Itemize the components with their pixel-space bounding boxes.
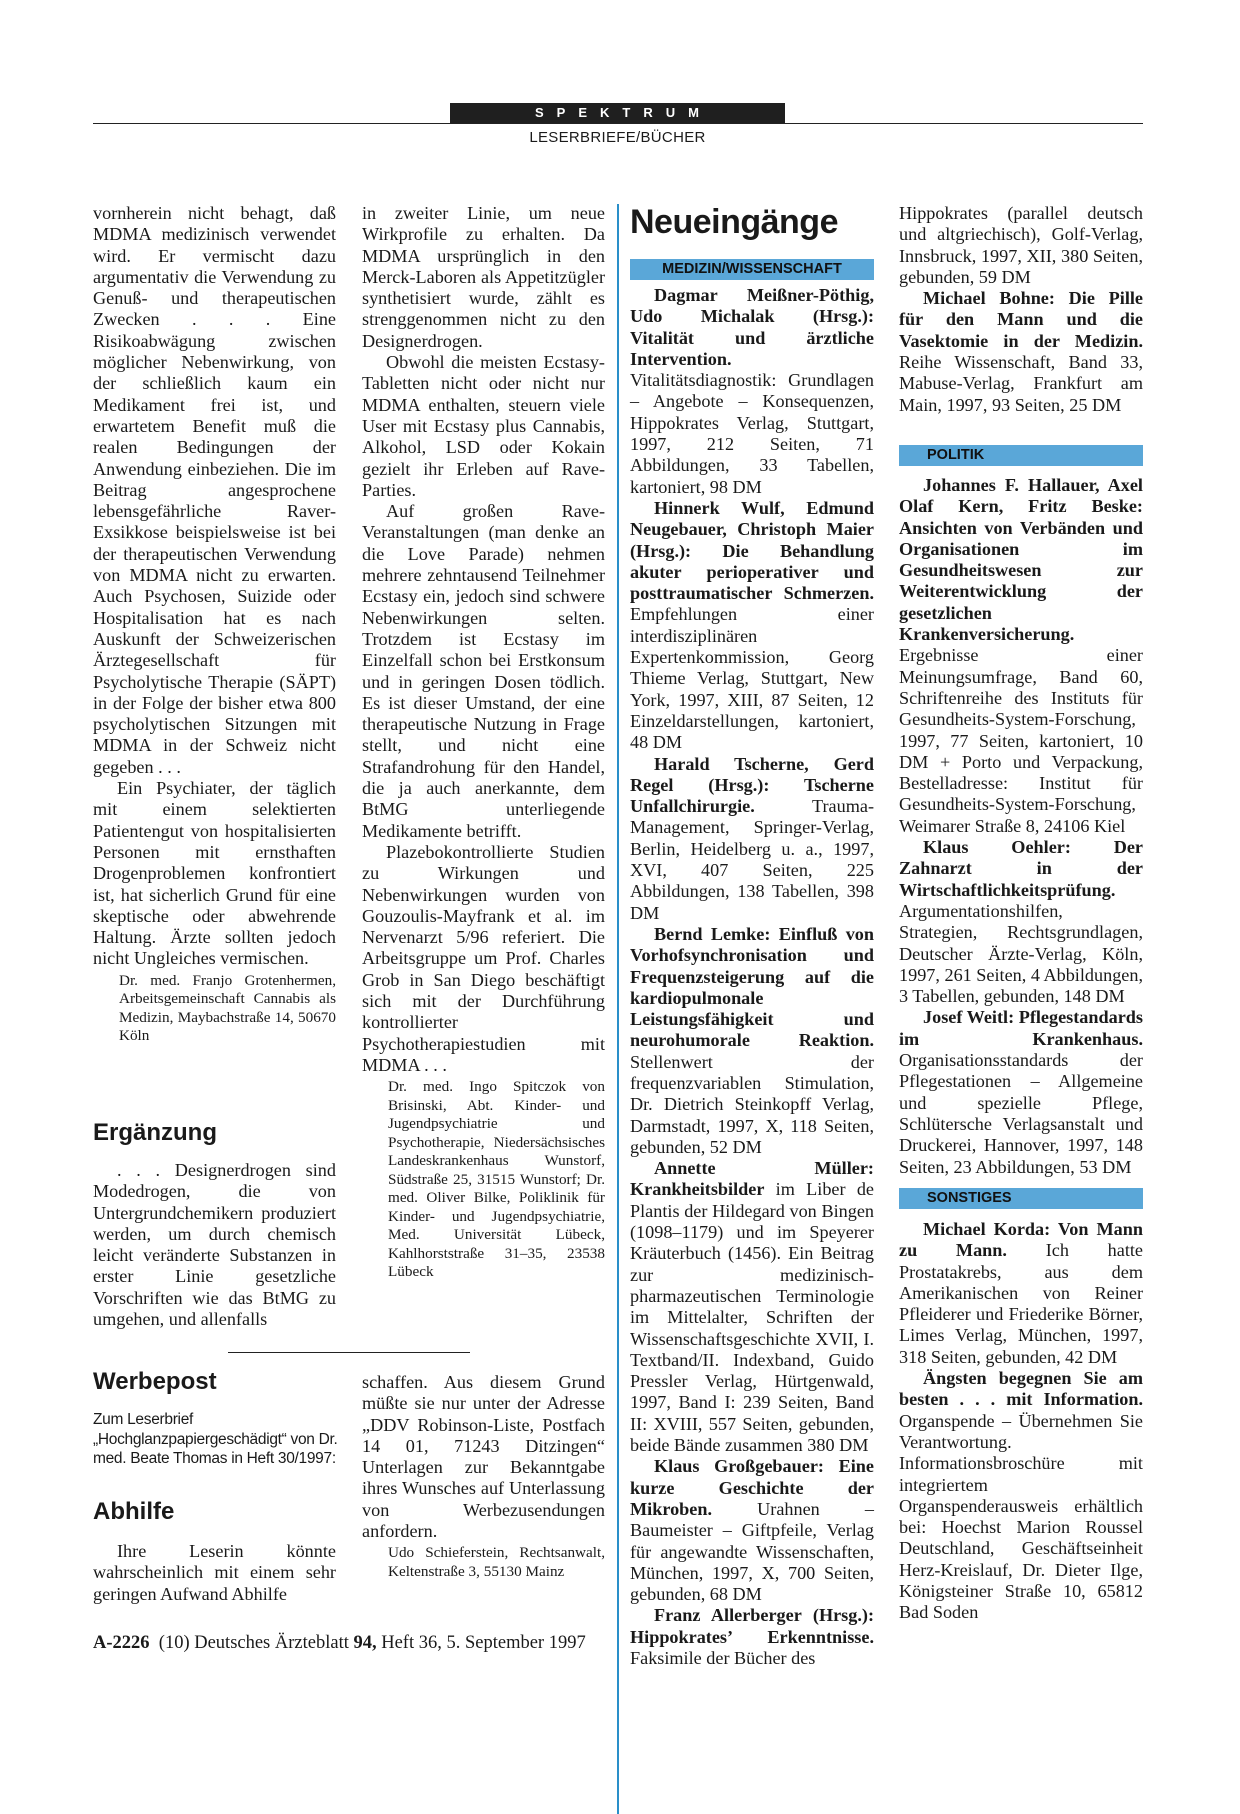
book-title: Bernd Lemke: Einfluß von Vorhofsynchronisation und Frequenzsteigerung auf die kardiopulmonale Leistungsfähigkeit und neurohumorale Reaktion. [630, 923, 874, 1051]
book-details: Ergebnisse einer Meinungsumfrage, Band 60, Schriftenreihe des Instituts für Gesundheits-System-Forschung, 1997, 77 Seiten, kartoniert, 10 DM + Porto und Verpackung, Bestelladresse: Institut für Gesundheits-System-Forschung, Weimarer Straße 8, 24106 Kiel [899, 645, 1143, 836]
book-entry [899, 1368, 1143, 1624]
book-entry [899, 288, 1143, 416]
book-details: Ich hatte Prostatakrebs, aus dem Amerikanischen von Reiner Pfleiderer und Friederike Börner, Limes Verlag, München, 1997, 318 Seiten, gebunden, 42 DM [899, 1240, 1143, 1367]
letter-column-1 [93, 203, 336, 1046]
book-list-medizin-cont [899, 203, 1143, 416]
column-divider [617, 204, 619, 1814]
book-title: Franz Allerberger (Hrsg.): Hippokrates’ Erkenntnisse. [630, 1605, 874, 1647]
book-list-politik [899, 475, 1143, 1178]
book-entry [630, 1605, 874, 1669]
letter-paragraph: Plazebokontrollierte Studien zu Wirkungen und Nebenwirkungen wurden von Gouzoulis-Mayfrank et al. im Nervenarzt 5/96 referiert. Die Arbeitsgruppe um Prof. Charles Grob in San Diego beschäftigt sich mit der Durchführung kontrollierter Psychotherapiestudien mit MDMA . . . [362, 841, 605, 1075]
footer-issue: Heft 36, 5. September 1997 [376, 1633, 586, 1653]
book-title: Harald Tscherne, Gerd Regel (Hrsg.): Tscherne Unfallchirurgie. [630, 753, 874, 817]
book-list-medizin [630, 285, 874, 1669]
book-details: Empfehlungen einer interdisziplinären Expertenkommission, Georg Thieme Verlag, Stuttgart, New York, 1997, XIII, 87 Seiten, 12 Einzeldarstellungen, kartoniert, 48 DM [630, 604, 874, 753]
book-title: Annette Müller: Krankheitsbilder [630, 1158, 874, 1200]
section-subheader: LESERBRIEFE/BÜCHER [529, 129, 706, 146]
footer-journal: (10) Deutsches Ärzteblatt [158, 1633, 354, 1653]
letter-paragraph: in zweiter Linie, um neue Wirkprofile zu erhalten. Da MDMA ursprünglich in den Merck-Laboren als Appetitzügler synthetisiert wurde, zählt es strenggenommen nicht zu den Designerdrogen. [362, 203, 605, 351]
book-entry [630, 1158, 874, 1456]
letter-paragraph: . . . Designerdrogen sind Modedrogen, die von Untergrundchemikern produziert werden, um durch chemisch leicht veränderte Substanzen in erster Linie gesetzliche Vorschriften wie das BtMG zu umgehen, und allenfalls [93, 1160, 336, 1330]
book-title: Hinnerk Wulf, Edmund Neugebauer, Christoph Maier (Hrsg.): Die Behandlung akuter perioperativer und posttraumatischer Schmerzen. [630, 497, 874, 604]
book-list-sonstiges [899, 1219, 1143, 1624]
letter-ergaenzung [93, 1160, 336, 1330]
book-details: Urahnen – Baumeister – Giftpfeile, Verlag für angewandte Wissenschaften, München, 1997, X, 700 Seiten, gebunden, 68 DM [630, 1498, 874, 1605]
letter-paragraph: Ein Psychiater, der täglich mit einem selektierten Patientengut von hospitalisierten Personen mit ernsthaften Drogenproblemen konfrontiert ist, hat sicherlich Grund für eine skeptische oder abwehrende Haltung. Ärzte sollten jedoch nicht Ungleiches vermischen. [93, 778, 336, 969]
book-title: Michael Bohne: Die Pille für den Mann und die Vasektomie in der Medizin. [899, 288, 1143, 351]
letter-paragraph: Obwohl die meisten Ecstasy-Tabletten nicht oder nicht nur MDMA enthalten, steuern viele User mit Ecstasy plus Cannabis, Alkohol, LSD oder Kokain gezielt ihr Erleben auf Rave-Parties. [362, 352, 605, 500]
book-entry-continued: Hippokrates (parallel deutsch und altgriechisch), Golf-Verlag, Innsbruck, 1997, XII, 380 Seiten, gebunden, 59 DM [899, 203, 1143, 287]
book-entry [630, 285, 874, 498]
divider-rule [228, 1352, 470, 1353]
footer-volume: 94, [353, 1633, 377, 1653]
page-number: A-2226 [93, 1633, 150, 1653]
book-title: Ängsten begegnen Sie am besten . . . mit Information. [899, 1368, 1143, 1410]
book-entry [630, 498, 874, 754]
letter-paragraph: Auf großen Rave-Veranstaltungen (man denke an die Love Parade) nehmen mehrere zehntausend Teilnehmer Ecstasy ein, jedoch sind schwere Nebenwirkungen selten. Trotzdem ist Ecstasy im Einzelfall schon bei Erstkonsum und in geringen Dosen tödlich. Es ist dieser Umstand, der eine therapeutische Nutzung in Frage stellt, und nicht eine Strafandrohung für den Handel, die ja auch anerkannte, dem BtMG unterliegende Medikamente betrifft. [362, 501, 605, 841]
letter-signature: Dr. med. Franjo Grotenhermen, Arbeitsgemeinschaft Cannabis als Medizin, Maybachstraße 14, 50670 Köln [119, 971, 336, 1045]
book-title: Josef Weitl: Pflegestandards im Krankenhaus. [899, 1007, 1143, 1049]
book-entry [899, 1007, 1143, 1177]
category-label-sonstiges: SONSTIGES [899, 1188, 1143, 1209]
book-entry [899, 1219, 1143, 1368]
book-details: Organisationsstandards der Pflegestationen – Allgemeine und spezielle Pflege, Schlütersche Verlagsanstalt und Druckerei, Hannover, 1997, 148 Seiten, 23 Abbildungen, 53 DM [899, 1050, 1143, 1177]
book-details: Faksimile der Bücher des [630, 1648, 816, 1668]
letter-column-2 [362, 203, 605, 1282]
book-entry [630, 924, 874, 1158]
letter-signature: Dr. med. Ingo Spitczok von Brisinski, Abt. Kinder- und Jugendpsychiatrie und Psychotherapie, Niedersächsisches Landeskrankenhaus Wunstorf, Südstraße 25, 31515 Wunstorf; Dr. med. Oliver Bilke, Poliklinik für Kinder- und Jugendpsychiatrie, Med. Universität Lübeck, Kahlhorststraße 31–35, 23538 Lübeck [388, 1078, 605, 1281]
heading-abhilfe: Abhilfe [93, 1498, 175, 1525]
book-details: Stellenwert der frequenzvariablen Stimulation, Dr. Dietrich Steinkopff Verlag, Darmstadt, 1997, X, 118 Seiten, gebunden, 52 DM [630, 1051, 874, 1157]
letter-paragraph: schaffen. Aus diesem Grund müßte sie nur unter der Adresse „DDV Robinson-Liste, Postfach 14 01, 71243 Ditzingen“ Unterlagen zur Bekanntgabe ihres Wunsches auf Unterlassung von Werbezusendungen anfordern. [362, 1372, 605, 1542]
letter-paragraph: Ihre Leserin könnte wahrscheinlich mit einem sehr geringen Aufwand Abhilfe [93, 1541, 336, 1604]
book-title: Klaus Großgebauer: Eine kurze Geschichte der Mikroben. [630, 1456, 874, 1519]
book-entry [899, 837, 1143, 1007]
header-rule [93, 123, 1143, 124]
book-details: im Liber de Plantis der Hildegard von Bingen (1098–1179) und im Speyerer Kräuterbuch (1456). Ein Beitrag zur medizinisch-pharmazeutischen Terminologie im Mittelalter, Schriften der Wissenschaftsgeschichte XVII, I. Textband/II. Indexband, Guido Pressler Verlag, Hürtgenwald, 1997, Band I: 239 Seiten, Band II: XVIII, 557 Seiten, gebunden, beide Bände zusammen 380 DM [630, 1179, 874, 1456]
letter-paragraph: vornherein nicht behagt, daß MDMA medizinisch verwendet wird. Er vermischt dazu argumentativ die Verwendung zu Genuß- und therapeutischen Zwecken . . . Eine Risikoabwägung zwischen möglicher Nebenwirkung, von der schließlich kaum ein Medikament frei ist, und erwartetem Benefit muß die realen Bedingungen der Anwendung einbeziehen. Die im Beitrag angesprochene lebensgefährliche Raver-Exsikkose beispielsweise ist bei der therapeutischen Verwendung von MDMA nicht zu erwarten. Auch Psychosen, Suizide oder Hospitalisation hat es nach Auskunft der Schweizerischen Ärztegesellschaft für Psycholytische Therapie (SÄPT) in der Folge der bisher etwa 800 psycholytischen Sitzungen mit MDMA in der Schweiz nicht gegeben . . . [93, 203, 336, 777]
heading-ergaenzung: Ergänzung [93, 1119, 217, 1146]
letter-abhilfe-end [362, 1372, 605, 1581]
book-title: Dagmar Meißner-Pöthig, Udo Michalak (Hrsg.): Vitalität und ärztliche Intervention. [630, 285, 874, 369]
book-entry [630, 1456, 874, 1605]
page-footer [93, 1633, 586, 1654]
heading-werbepost: Werbepost [93, 1368, 217, 1395]
letter-abhilfe-start [93, 1541, 336, 1605]
book-title: Michael Korda: Von Mann zu Mann. [899, 1219, 1143, 1261]
section-header: SPEKTRUM [450, 103, 785, 123]
book-details: Vitalitätsdiagnostik: Grundlagen – Angebote – Konsequenzen, Hippokrates Verlag, Stuttgart, 1997, 212 Seiten, 71 Abbildungen, 33 Tabellen, kartoniert, 98 DM [630, 370, 874, 497]
book-title: Klaus Oehler: Der Zahnarzt in der Wirtschaftlichkeitsprüfung. [899, 837, 1143, 900]
book-details: Trauma-Management, Springer-Verlag, Berlin, Heidelberg u. a., 1997, XVI, 407 Seiten, 225 Abbildungen, 138 Tabellen, 398 DM [630, 796, 874, 923]
book-entry [899, 475, 1143, 837]
book-title: Johannes F. Hallauer, Axel Olaf Kern, Fritz Beske: Ansichten von Verbänden und Organisationen im Gesundheitswesen zur Weiterentwicklung der gesetzlichen Krankenversicherung. [899, 475, 1143, 645]
letter-signature: Udo Schieferstein, Rechtsanwalt, Keltenstraße 3, 55130 Mainz [388, 1544, 605, 1580]
book-entry [630, 754, 874, 924]
heading-neueingaenge: Neueingänge [630, 203, 838, 241]
book-details: Argumentationshilfen, Strategien, Rechtsgrundlagen, Deutscher Ärzte-Verlag, Köln, 1997, 261 Seiten, 4 Abbildungen, 3 Tabellen, gebunden, 148 DM [899, 900, 1144, 1007]
category-label-medizin: MEDIZIN/WISSENSCHAFT [630, 259, 874, 280]
category-label-politik: POLITIK [899, 445, 1143, 466]
book-details: Reihe Wissenschaft, Band 33, Mabuse-Verlag, Frankfurt am Main, 1997, 93 Seiten, 25 DM [899, 352, 1143, 415]
letter-intro: Zum Leserbrief „Hochglanzpapiergeschädigt“ von Dr. med. Beate Thomas in Heft 30/1997: [93, 1411, 338, 1467]
book-details: Organspende – Übernehmen Sie Verantwortung. Informationsbroschüre mit integriertem Organspenderausweis erhältlich bei: Hoechst Marion Roussel Deutschland, Geschäftseinheit Herz-Kreislauf, Dr. Dieter Ilge, Königsteiner Straße 10, 65812 Bad Soden [899, 1410, 1143, 1623]
